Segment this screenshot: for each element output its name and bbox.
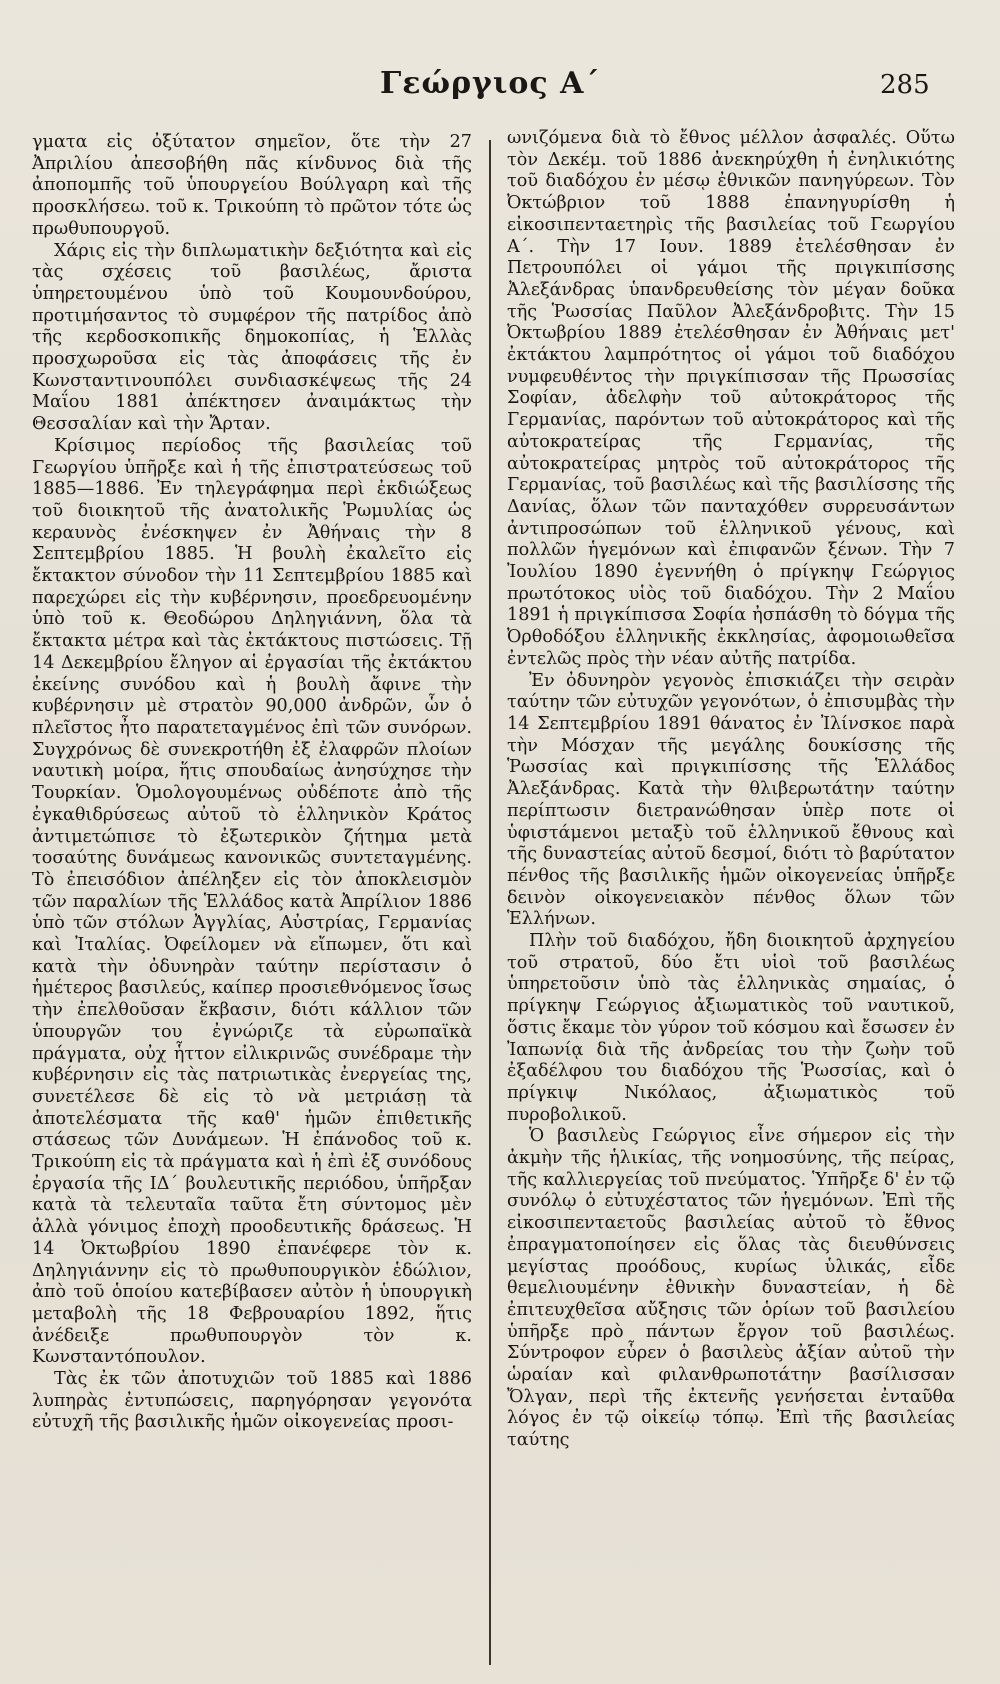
paragraph: ωνιζόμενα διὰ τὸ ἔθνος μέλλον ἀσφαλές. Οὕτω τὸν Δεκέμ. τοῦ 1886 ἀνεκηρύχθη ἡ ἐνηλικιότης τοῦ διαδόχου ἐν μέσῳ ἐθνικῶν πανηγύρεων. Τὸν Ὀκτώβριον τοῦ 1888 ἐπανηγυρίσθη ἡ εἰκοσιπενταετηρὶς τῆς βασιλείας τοῦ Γεωργίου Α΄. Τὴν 17 Ιουν. 1889 ἐτελέσθησαν ἐν Πετρουπόλει οἱ γάμοι τῆς πριγκιπίσσης Ἀλεξάνδρας ὑπανδρευθείσης τὸν μέγαν δοῦκα τῆς Ῥωσσίας Παῦλον Ἀλεξάνδροβιτς. Τὴν 15 Ὀκτωβρίου 1889 ἐτελέσθησαν ἐν Ἀθήναις μετ' ἐκτάκτου λαμπρότητος οἱ γάμοι τοῦ διαδόχου νυμφευθέντος τὴν πριγκίπισσαν τῆς Πρωσσίας Σοφίαν, ἀδελφὴν τοῦ αὐτοκράτορος τῆς Γερμανίας, παρόντων τοῦ αὐτοκράτορος καὶ τῆς αὐτοκρατείρας τῆς Γερμανίας, τῆς αὐτοκρατείρας μητρὸς τοῦ αὐτοκράτορος τῆς Γερμανίας, τοῦ βασιλέως καὶ τῆς βασιλίσσης τῆς Δανίας, ὅλων τῶν πανταχόθεν συρρευσάντων ἀντιπροσώπων τοῦ ἑλληνικοῦ γένους, καὶ πολλῶν ἡγεμόνων καὶ ἐπιφανῶν ξένων. Τὴν 7 Ἰουλίου 1890 ἐγεννήθη ὁ πρίγκηψ Γεώργιος πρωτότοκος υἱὸς τοῦ διαδόχου. Τὴν 2 Μαΐου 1891 ἡ πριγκίπισσα Σοφία ἠσπάσθη τὸ δόγμα τῆς Ὀρθοδόξου ἑλληνικῆς ἐκκλησίας, ἀφομοιωθεῖσα ἐντελῶς πρὸς τὴν νέαν αὐτῆς πατρίδα. (507, 128, 955, 669)
left-column (32, 132, 472, 1434)
paragraph: Πλὴν τοῦ διαδόχου, ἤδη διοικητοῦ ἀρχηγείου τοῦ στρατοῦ, δύο ἔτι υἱοὶ τοῦ βασιλέως ὑπηρετοῦσιν ὑπὸ τὰς ἑλληνικὰς σημαίας, ὁ πρίγκηψ Γεώργιος ἀξιωματικὸς τοῦ ναυτικοῦ, ὅστις ἔκαμε τὸν γύρον τοῦ κόσμου καὶ ἔσωσεν ἐν Ἰαπωνίᾳ διὰ τῆς ἀνδρείας του τὴν ζωὴν τοῦ ἐξαδέλφου του διαδόχου τῆς Ῥωσσίας, καὶ ὁ πρίγκιψ Νικόλαος, ἀξιωματικὸς τοῦ πυροβολικοῦ. (507, 931, 955, 1125)
paragraph: Κρίσιμος περίοδος τῆς βασιλείας τοῦ Γεωργίου ὑπῆρξε καὶ ἡ τῆς ἐπιστρατεύσεως τοῦ 1885—1886. Ἐν τηλεγράφημα περὶ ἐκδιώξεως τοῦ διοικητοῦ τῆς ἀνατολικῆς Ῥωμυλίας ὡς κεραυνὸς ἐνέσκηψεν ἐν Ἀθήναις τὴν 8 Σεπτεμβρίου 1885. Ἡ βουλὴ ἐκαλεῖτο εἰς ἔκτακτον σύνοδον τὴν 11 Σεπτεμβρίου 1885 καὶ παρεχώρει εἰς τὴν κυβέρνησιν, προεδρευομένην ὑπὸ τοῦ κ. Θεοδώρου Δηληγιάννη, ὅλα τὰ ἔκτακτα μέτρα καὶ τὰς ἐκτάκτους πιστώσεις. Τῇ 14 Δεκεμβρίου ἔληγον αἱ ἐργασίαι τῆς ἐκτάκτου ἐκείνης συνόδου καὶ ἡ βουλὴ ἄφινε τὴν κυβέρνησιν μὲ στρατὸν 90,000 ἀνδρῶν, ὧν ὁ πλεῖστος ἦτο παρατεταγμένος ἐπὶ τῶν συνόρων. Συγχρόνως δὲ συνεκροτήθη ἐξ ἐλαφρῶν πλοίων ναυτικὴ μοίρα, ἥτις σπουδαίως ἀνησύχησε τὴν Τουρκίαν. Ὁμολογουμένως οὐδέποτε ἀπὸ τῆς ἐγκαθιδρύσεως αὐτοῦ τὸ ἑλληνικὸν Κράτος ἀντιμετώπισε τὸ ἐξωτερικὸν ζήτημα μετὰ τοσαύτης δυνάμεως κανονικῶς συντεταγμένης. Τὸ ἐπεισόδιον ἀπέληξεν εἰς τὸν ἀποκλεισμὸν τῶν παραλίων τῆς Ἑλλάδος κατὰ Ἀπρίλιον 1886 ὑπὸ τῶν στόλων Ἀγγλίας, Αὐστρίας, Γερμανίας καὶ Ἰταλίας. Ὀφείλομεν νὰ εἴπωμεν, ὅτι καὶ κατὰ τὴν ὀδυνηρὰν ταύτην περίστασιν ὁ ἡμέτερος βασιλεύς, καίπερ προσιεθνόμενος ἴσως τὴν ἐπελθοῦσαν ἔκβασιν, διότι κάλλιον τῶν ὑπουργῶν του ἐγνώριζε τὰ εὐρωπαϊκὰ πράγματα, οὐχ ἧττον εἰλικρινῶς συνέδραμε τὴν κυβέρνησιν εἰς τὰς πατριωτικὰς ἐνεργείας της, συνετέλεσε δὲ εἰς τὸ νὰ μετριάσῃ τὰ ἀποτελέσματα τῆς καθ' ἡμῶν ἐπιθετικῆς στάσεως τῶν Δυνάμεων. Ἡ ἐπάνοδος τοῦ κ. Τρικούπη εἰς τὰ πράγματα καὶ ἡ ἐπὶ ἐξ συνόδους ἐργασία τῆς ΙΔ΄ βουλευτικῆς περιόδου, ὑπῆρξαν κατὰ τὰ τελευταῖα ταῦτα ἔτη σύντομος μὲν ἀλλὰ γόνιμος ἐποχὴ προοδευτικῆς δράσεως. Ἡ 14 Ὀκτωβρίου 1890 ἐπανέφερε τὸν κ. Δηληγιάννην εἰς τὸ πρωθυπουργικὸν ἑδώλιον, ἀπὸ τοῦ ὁποίου κατεβίβασεν αὐτὸν ἡ ὑπουργικὴ μεταβολὴ τῆς 18 Φεβρουαρίου 1892, ἥτις ἀνέδειξε πρωθυπουργὸν τὸν κ. Κωνσταντόπουλον. (32, 435, 472, 1368)
page-title: Γεώργιος Α΄ (380, 66, 601, 101)
page-number: 285 (880, 70, 930, 100)
paragraph: Χάρις εἰς τὴν διπλωματικὴν δεξιότητα καὶ εἰς τὰς σχέσεις τοῦ βασιλέως, ἄριστα ὑπηρετουμένου ὑπὸ τοῦ Κουμουνδούρου, προτιμήσαντος τὸ συμφέρον τῆς πατρίδος ἀπὸ τῆς κερδοσκοπικῆς δημοκοπίας, ἡ Ἑλλὰς προσχωροῦσα εἰς τὰς ἀποφάσεις τῆς ἐν Κωνσταντινουπόλει συνδιασκέψεως τῆς 24 Μαΐου 1881 ἀπέκτησεν ἀναιμάκτως τὴν Θεσσαλίαν καὶ τὴν Ἄρταν. (32, 240, 472, 435)
running-head (0, 66, 1000, 106)
paragraph: Ἐν ὀδυνηρὸν γεγονὸς ἐπισκιάζει τὴν σειρὰν ταύτην τῶν εὐτυχῶν γεγονότων, ὁ ἐπισυμβὰς τὴν 14 Σεπτεμβρίου 1891 θάνατος ἐν Ἰλίνσκοε παρὰ τὴν Μόσχαν τῆς μεγάλης δουκίσσης τῆς Ῥωσσίας καὶ πριγκιπίσσης τῆς Ἑλλάδος Ἀλεξάνδρας. Κατὰ τὴν θλιβερωτάτην ταύτην περίπτωσιν διετρανώθησαν ὑπὲρ ποτε οἱ ὑφιστάμενοι μεταξὺ τοῦ ἑλληνικοῦ ἔθνους καὶ τῆς δυναστείας αὐτοῦ δεσμοί, διότι τὸ βαρύτατον πένθος τῆς βασιλικῆς ἡμῶν οἰκογενείας ὑπῆρξε δεινὸν οἰκογενειακὸν πένθος ὅλων τῶν Ἑλλήνων. (507, 670, 955, 930)
paragraph: γματα εἰς ὀξύτατον σημεῖον, ὅτε τὴν 27 Ἀπριλίου ἀπεσοβήθη πᾶς κίνδυνος διὰ τῆς ἀποπομπῆς τοῦ ὑπουργείου Βούλγαρη καὶ τῆς προσκλήσεω. τοῦ κ. Τρικούπη τὸ πρῶτον τότε ὡς πρωθυπουργοῦ. (32, 132, 472, 239)
column-divider (489, 140, 491, 1665)
right-column (507, 128, 955, 1452)
paragraph: Τὰς ἐκ τῶν ἀποτυχιῶν τοῦ 1885 καὶ 1886 λυπηρὰς ἐντυπώσεις, παρηγόρησαν γεγονότα εὐτυχῆ τῆς βασιλικῆς ἡμῶν οἰκογενείας προσι- (32, 1369, 472, 1433)
paragraph: Ὁ βασιλεὺς Γεώργιος εἶνε σήμερον εἰς τὴν ἀκμὴν τῆς ἡλικίας, τῆς νοημοσύνης, τῆς πείρας, τῆς καλλιεργείας τοῦ πνεύματος. Ὑπῆρξε δ' ἐν τῷ συνόλῳ ὁ εὐτυχέστατος τῶν ἡγεμόνων. Ἐπὶ τῆς εἰκοσιπενταετοῦς βασιλείας αὐτοῦ τὸ ἔθνος ἐπραγματοποίησεν εἰς ὅλας τὰς διευθύνσεις μεγίστας προόδους, κυρίως ὑλικάς, εἶδε θεμελιουμένην ἐθνικὴν δυναστείαν, ἡ δὲ ἐπιτευχθεῖσα αὔξησις τῶν ὁρίων τοῦ βασιλείου ὑπῆρξε πρὸ πάντων ἔργον τοῦ βασιλέως. Σύντροφον εὗρεν ὁ βασιλεὺς ἀξίαν αὐτοῦ τὴν ὡραίαν καὶ φιλανθρωποτάτην βασίλισσαν Ὄλγαν, περὶ τῆς ἐκτενῆς γενήσεται ἐνταῦθα λόγος ἐν τῷ οἰκείῳ τόπῳ. Ἐπὶ τῆς βασιλείας ταύτης (507, 1126, 955, 1451)
